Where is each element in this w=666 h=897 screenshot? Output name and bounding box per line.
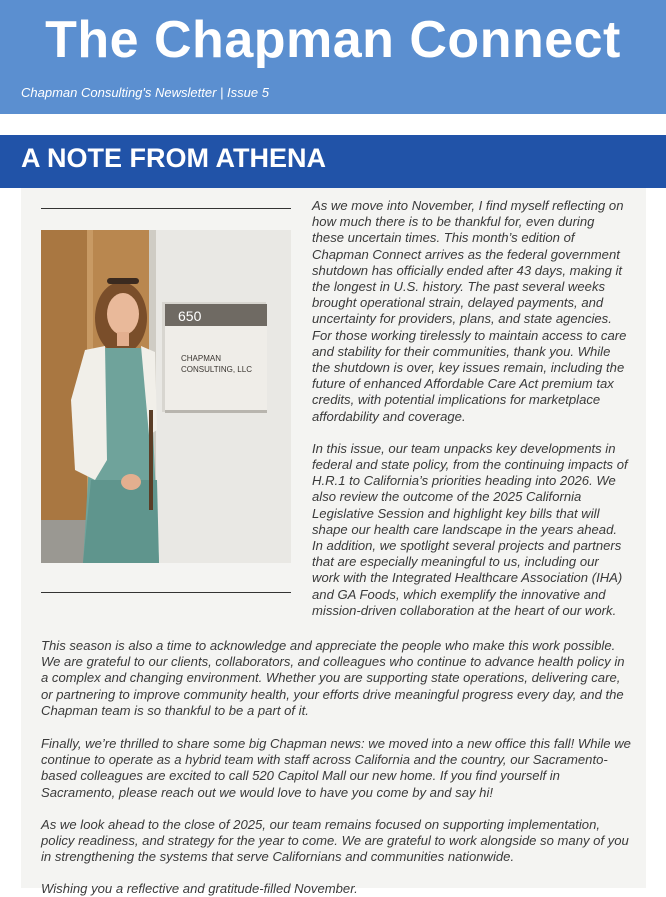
paragraph-office-news: Finally, we’re thrilled to share some big Chapman news: we moved into a new office this fall! While we continue to operate as a hybrid team with staff across California and the country, our Sacramento-based colleagues are excited to call 520 Capitol Mall our new home. If you find yourself in Sacramento, please reach out we would love to have you come by and say hi! <box>41 736 631 800</box>
sign-line-1: CHAPMAN <box>181 354 222 363</box>
office-photo-illustration <box>41 230 291 563</box>
paragraph-looking-ahead: As we look ahead to the close of 2025, our team remains focused on supporting implementation, policy readiness, and strategy for the year to come. We are grateful to work alongside so many of you in strengthening the systems that serve Californians and communities nationwide. <box>41 817 629 865</box>
photo-top-rule <box>41 208 291 209</box>
office-photo <box>41 230 291 563</box>
section-header-band <box>0 135 666 188</box>
paragraph-intro: As we move into November, I find myself reflecting on how much there is to be thankful for, even during these uncertain times. This month’s edition of Chapman Connect arrives as the federal government shutdown has officially ended after 43 days, making it the longest in U.S. history. The past several weeks brought operational strain, delayed payments, and uncertainty for providers, plans, and state agencies. For those working tirelessly to maintain access to care and stability for their communities, thank you. While the shutdown is over, key issues remain, including the future of enhanced Affordable Care Act premium tax credits, with potential implications for marketplace affordability and coverage. <box>312 198 627 424</box>
paragraph-closing: Wishing you a reflective and gratitude-filled November. <box>41 881 358 896</box>
masthead <box>0 0 666 114</box>
section-title: A NOTE FROM ATHENA <box>21 143 326 173</box>
newsletter-title: The Chapman Connect <box>45 11 621 69</box>
sign-line-2: CONSULTING, LLC <box>181 365 252 374</box>
paragraph-gratitude: This season is also a time to acknowledge and appreciate the people who make this work possible. We are grateful to our clients, collaborators, and colleagues who continue to advance health policy in a complex and changing environment. Whether you are supporting state operations, delivering care, or partnering to improve community health, your efforts drive meaningful progress every day, and the Chapman team is so thankful to be a part of it. <box>41 638 625 718</box>
sign-number: 650 <box>178 308 202 324</box>
newsletter-content <box>21 188 646 896</box>
photo-bottom-rule <box>41 592 291 593</box>
newsletter-subtitle: Chapman Consulting's Newsletter | Issue 5 <box>21 85 269 100</box>
intro-column <box>312 198 630 635</box>
paragraph-issue-overview: In this issue, our team unpacks key developments in federal and state policy, from the continuing impacts of H.R.1 to California’s priorities heading into 2026. We also review the outcome of the 2025 California Legislative Session and highlight key bills that will shape our health care landscape in the years ahead. In addition, we spotlight several projects and partners that are especially meaningful to us, including our work with the Integrated Healthcare Association (IHA) and GA Foods, which exemplify the innovative and mission-driven collaboration at the heart of our work. <box>312 440 628 618</box>
